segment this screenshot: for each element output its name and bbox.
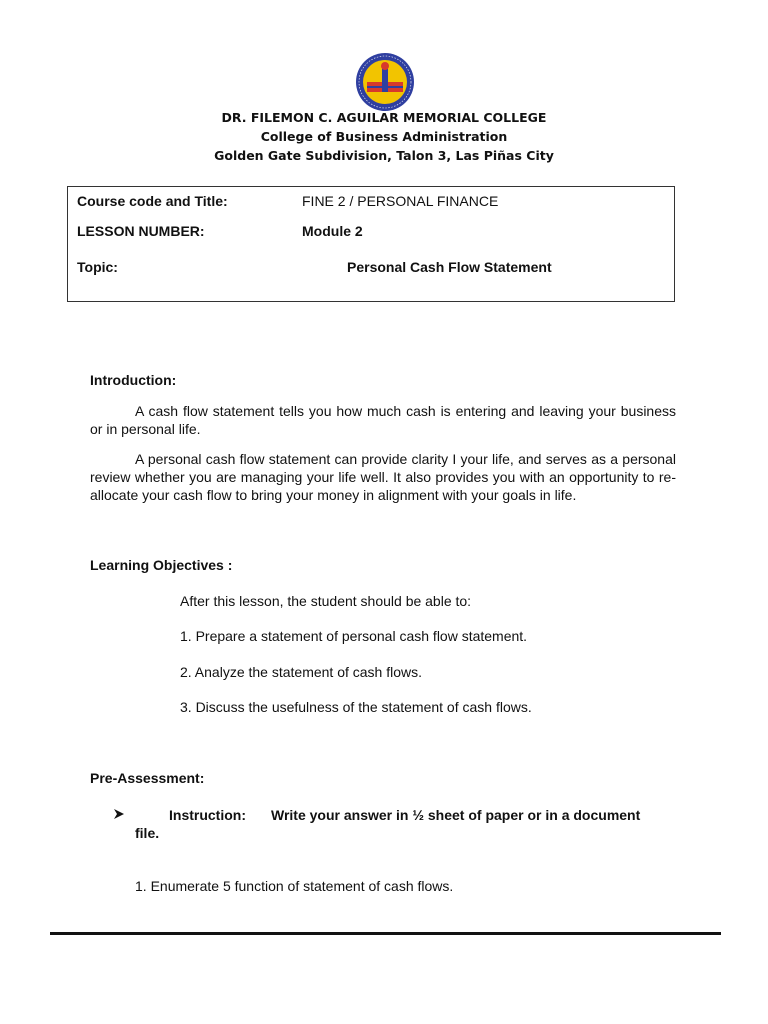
- objectives-lead: After this lesson, the student should be able to:: [180, 593, 472, 609]
- course-info-box: [67, 186, 675, 302]
- instruction-continuation: file.: [135, 825, 160, 841]
- college-seal-icon: [355, 52, 415, 112]
- preassessment-heading: Pre-Assessment:: [90, 770, 205, 786]
- objective-item: 1. Prepare a statement of personal cash flow statement.: [180, 628, 528, 644]
- introduction-heading: Introduction:: [90, 372, 177, 388]
- instruction-text: Write your answer in ½ sheet of paper or in a document: [271, 807, 641, 823]
- objectives-heading: Learning Objectives :: [90, 557, 233, 573]
- introduction-paragraph-2: A personal cash flow statement can provide clarity I your life, and serves as a personal review whether you are managing your life well. It also provides you with an opportunity to re-allocate your cash flow to bring your money in alignment with your goals in life.: [90, 451, 676, 503]
- department-name: College of Business Administration: [260, 129, 508, 144]
- question-item: 1. Enumerate 5 function of statement of cash flows.: [135, 878, 454, 894]
- bottom-divider: [50, 932, 721, 935]
- introduction-paragraph-1: A cash flow statement tells you how much cash is entering and leaving your business or in personal life.: [90, 403, 676, 437]
- topic-value: Personal Cash Flow Statement: [347, 259, 552, 275]
- course-label: Course code and Title:: [77, 193, 228, 209]
- course-value: FINE 2 / PERSONAL FINANCE: [302, 193, 499, 209]
- college-address: Golden Gate Subdivision, Talon 3, Las Piñas City: [214, 148, 554, 163]
- instruction-label: Instruction:: [169, 807, 246, 823]
- objective-item: 2. Analyze the statement of cash flows.: [180, 664, 423, 680]
- arrow-bullet-icon: [113, 808, 125, 820]
- lesson-label: LESSON NUMBER:: [77, 223, 205, 239]
- objective-item: 3. Discuss the usefulness of the statement of cash flows.: [180, 699, 532, 715]
- topic-label: Topic:: [77, 259, 118, 275]
- lesson-value: Module 2: [302, 223, 363, 239]
- college-name: DR. FILEMON C. AGUILAR MEMORIAL COLLEGE: [221, 110, 547, 125]
